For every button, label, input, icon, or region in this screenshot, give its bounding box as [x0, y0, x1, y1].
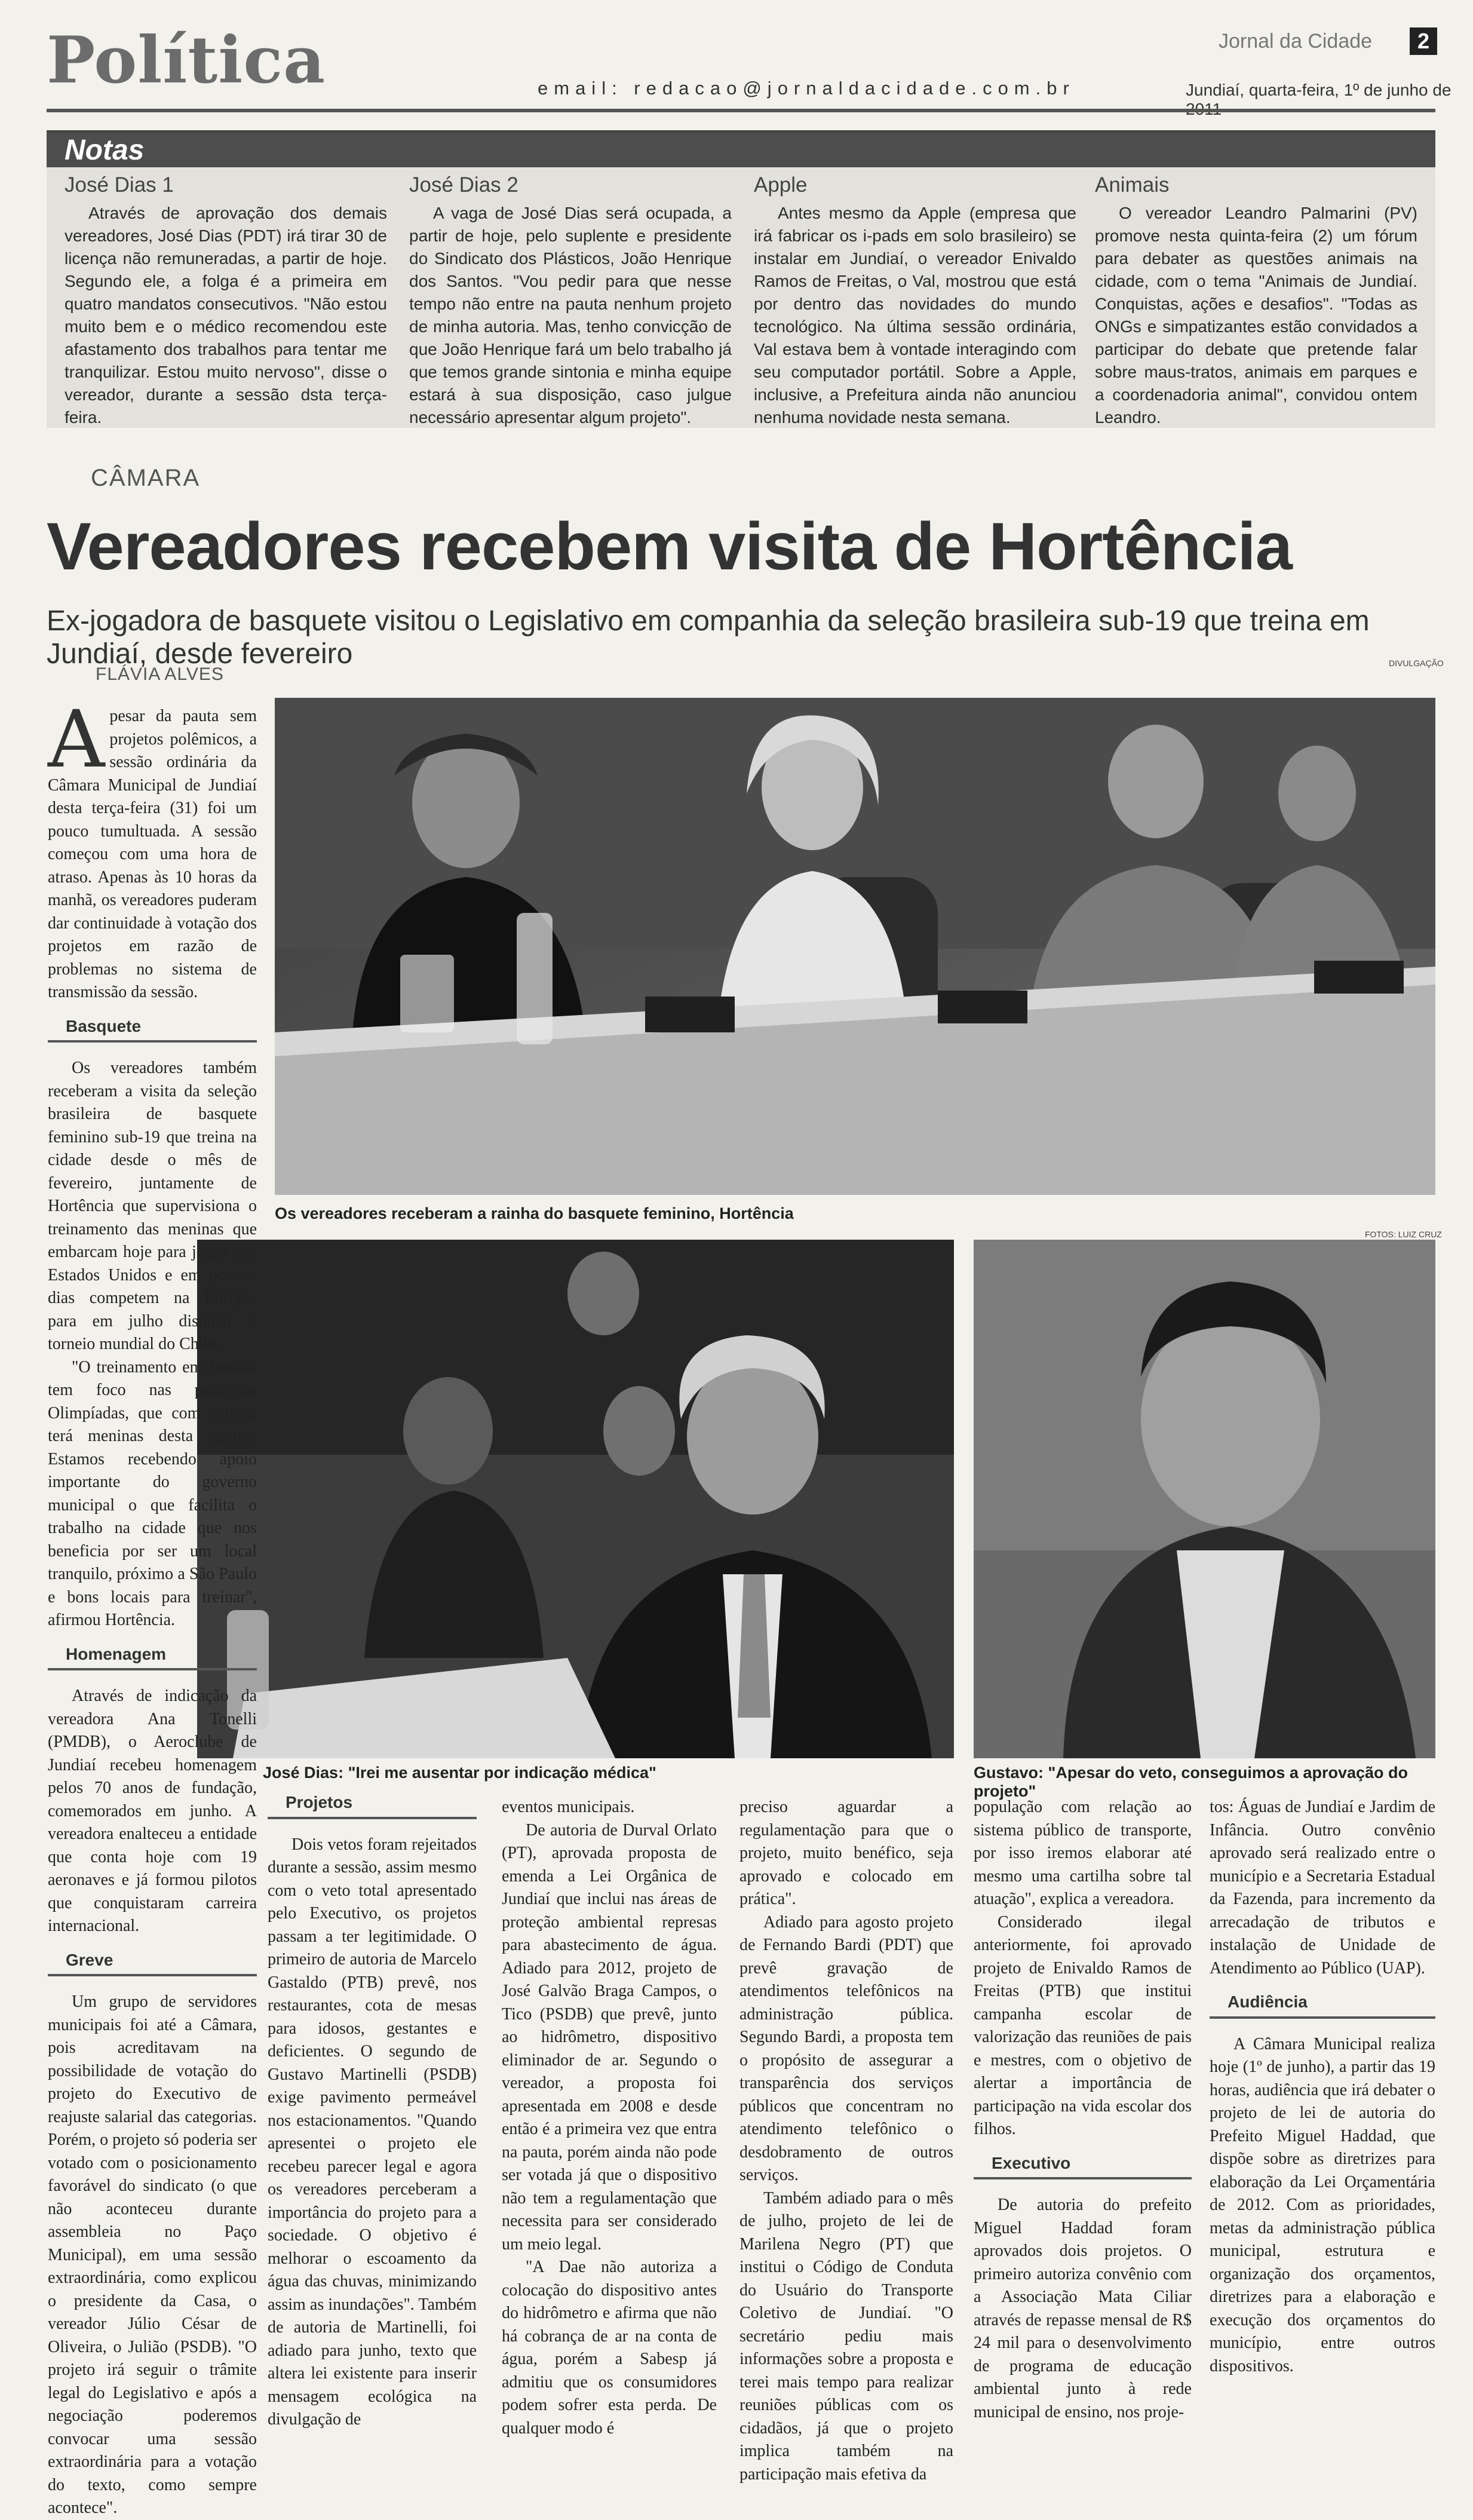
dropcap: A — [48, 694, 105, 786]
paragraph-col3-1: eventos municipais. — [502, 1798, 635, 1816]
paragraph-col4-2: Adiado para agosto projeto de Fernando Bardi (PDT) que prevê gravação de atendimentos telefônicos na administração pública. Segundo Bardi, a proposta tem o propósito de assegurar a transparência dos serviços públicos que concentram no atendimento telefônico o desdobramento de outros serviços. — [739, 1912, 953, 2184]
newspaper-name: Jornal da Cidade — [1219, 30, 1373, 53]
subhead-homenagem: Homenagem — [48, 1643, 257, 1671]
paragraph-col6-1: tos: Águas de Jundiaí e Jardim de Infância. Outro convênio aprovado será realizado entre o município e a Secretaria Estadual da Fazenda, para incremento da arrecadação de tributos e instalação de Unidade de Atendimento ao Público (UAP). — [1210, 1798, 1435, 1978]
paragraph-projetos: Dois vetos foram rejeitados durante a sessão, assim mesmo com o veto total apresentado pelo Executivo, os projetos passam a ter legitimidade. O primeiro de autoria de Marcelo Gastaldo (PTB) prevê, nos restaurantes, cota de mesas para idosos, gestantes e deficientes. O segundo de Gustavo Martinelli (PSDB) exige pavimento permeável nos estacionamentos. "Quando apresentei o projeto ele recebeu parecer legal e agora os vereadores perceberam a importância do projeto para a sociedade. O objetivo é melhorar o escoamento da água das chuvas, minimizando assim as inundações". Também de autoria de Martinelli, foi adiado para junho, texto que altera lei existente para inserir mensagem ecológica na divulgação de — [268, 1835, 477, 2429]
caption-jose-dias: José Dias: "Irei me ausentar por indicação médica" — [263, 1764, 656, 1782]
paragraph-col3-3: "A Dae não autoriza a colocação do dispositivo antes do hidrômetro e afirma que não há cobrança de ar na conta de água, porém a Sabesp já admitiu que os consumidores podem sofrer esta perda. De qualquer modo é — [502, 2258, 717, 2438]
nota-animais — [1095, 173, 1417, 429]
article-subhead: Ex-jogadora de basquete visitou o Legislativo em companhia da seleção brasileira sub-19 que treina em Jundiaí, desde fevereiro — [47, 605, 1370, 670]
nota-text: O vereador Leandro Palmarini (PV) promove nesta quinta-feira (2) um fórum para debater as questões animais na cidade, com o tema "Animais de Jundiaí. Conquistas, ações e desafios". "Todas as ONGs e simpatizantes estão convidados a participar do debate que pretende falar sobre maus-tratos, animais em parques e a coordenadoria animal", convidou ontem Leandro. — [1095, 204, 1417, 427]
subhead-greve: Greve — [48, 1949, 257, 1977]
article-column-2 — [268, 1791, 477, 2432]
nota-title: José Dias 2 — [409, 173, 518, 197]
paragraph-homenagem: Através de indicação da vereadora Ana Tonelli (PMDB), o Aeroclube de Jundiaí recebeu homenagem pelos 70 anos de fundação, comemorados em junho. A vereadora enalteceu a entidade que conta hoje com 19 aeronaves e já formou pilotos que conquistaram carreira internacional. — [48, 1687, 257, 1935]
photo-jose-dias — [197, 1240, 954, 1758]
article-kicker: CÂMARA — [91, 465, 201, 491]
paragraph-col3-2: De autoria de Durval Orlato (PT), aprovada proposta de emenda a Lei Orgânica de Jundiaí que inclui nas áreas de proteção ambiental represas para abastecimento de água. Adiado para 2012, projeto de José Galvão Braga Campos, o Tico (PSDB) que prevê, junto ao hidrômetro, dispositivo eliminador de ar. Segundo o vereador, a proposta foi apresentada em 2008 e desde então é a primeira vez que entra na pauta, porém ainda não pode ser votada já que o dispositivo não tem a regulamentação que necessita para ser considerado um meio legal. — [502, 1820, 717, 2254]
lead-text: pesar da pauta sem projetos polêmicos, a sessão ordinária da Câmara Municipal de Jundiaí desta terça-feira (31) foi um pouco tumultuada. A sessão começou com uma hora de atraso. Apenas às 10 horas da manhã, os vereadores puderam dar continuidade à votação dos projetos em razão de problemas no sistema de transmissão da sessão. — [48, 707, 257, 1001]
article-column-5 — [974, 1796, 1192, 2424]
notas-box — [47, 130, 1435, 428]
subhead-basquete: Basquete — [48, 1015, 257, 1043]
photo-hortencia — [275, 698, 1435, 1195]
dateline: Jundiaí, quarta-feira, 1º de junho de — [1186, 81, 1451, 99]
paragraph-col5-3: De autoria do prefeito Miguel Haddad foram aprovados dois projetos. O primeiro autoriza convênio com a Associação Mata Ciliar através de repasse mensal de R$ 24 mil para o desenvolvimento de programa de educação ambiental junto à rede municipal de ensino, nos proje- — [974, 2196, 1192, 2421]
byline: FLÁVIA ALVES — [96, 664, 224, 684]
caption-main-photo: Os vereadores receberam a rainha do basquete feminino, Hortência — [275, 1204, 794, 1222]
nota-text: Através de aprovação dos demais vereadores, José Dias (PDT) irá tirar 30 de licença não remuneradas, a partir de hoje. Segundo ele, a folga é a primeira em quatro mandatos consecutivos. "Não estou muito bem e o médico recomendou este afastamento dos trabalhos para tentar me tranquilizar. Estou muito nervoso", disse o vereador, durante a sessão dsta terça-feira. — [65, 204, 387, 427]
paragraph-col5-1: população com relação ao sistema público de transporte, por isso iremos elaborar até mesmo uma cartilha sobre tal atuação", explica a vereadora. — [974, 1798, 1192, 1908]
caption-gustavo: Gustavo: "Apesar do veto, conseguimos a aprovação do projeto" — [974, 1764, 1408, 1800]
photo-credit-bottom: FOTOS: LUIZ CRUZ — [1365, 1230, 1442, 1239]
photo-credit-top: DIVULGAÇÃO — [1389, 658, 1444, 668]
nota-apple — [754, 173, 1076, 429]
nota-title: Apple — [754, 173, 808, 197]
subhead-executivo: Executivo — [974, 2152, 1192, 2180]
paragraph-col4-3: Também adiado para o mês de julho, projeto de lei de Marilena Negro (PT) que institui o Código de Conduta do Usuário do Transporte Coletivo de Jundiaí. "O secretário pediu mais informações sobre a proposta e terei mais tempo para realizar reuniões públicas com os cidadãos, já que o projeto implica também na participação mais efetiva da — [739, 2188, 953, 2484]
paragraph-basquete-1: Os vereadores também receberam a visita da seleção brasileira de basquete feminino sub-19 que treina na cidade desde o mês de fevereiro, juntamente de Hortência que supervisiona o treinamento das meninas que embarcam hoje para jogos nos Estados Unidos e em poucos dias competem na Europa, para em julho disputar o torneio mundial do Chile. — [48, 1059, 257, 1353]
page-number: 2 — [1410, 27, 1437, 55]
contact-email: email: redacao@jornaldacidade.com.br — [538, 78, 1075, 99]
subhead-projetos: Projetos — [268, 1791, 477, 1819]
paragraph-greve: Um grupo de servidores municipais foi até a Câmara, pois acreditavam na possibilidade de votação do projeto do Executivo de reajuste salarial das categorias. Porém, o projeto só poderia ser votado com o posicionamento favorável do sindicato (o que não aconteceu durante assembleia no Paço Municipal), em uma sessão extraordinária, como explicou o presidente da Casa, o vereador Júlio César de Oliveira, o Julião (PSDB). "O projeto irá seguir o trâmite legal do Legislativo e após a negociação poderemos convocar uma sessão extraordinária para a votação do texto, como sempre acontece". — [48, 1992, 257, 2517]
nota-title: Animais — [1095, 173, 1170, 197]
paragraph-basquete-2: "O treinamento em Jundiaí tem foco nas próximas Olimpíadas, que com certeza terá meninas desta equipe. Estamos recebendo apoio importante do governo municipal o que facilita o trabalho na cidade que nos beneficia por ser um local tranquilo, próximo a São Paulo e bons locais para treinar", afirmou Hortência. — [48, 1357, 257, 1629]
nota-text: Antes mesmo da Apple (empresa que irá fabricar os i-pads em solo brasileiro) se instalar em Jundiaí, o vereador Enivaldo Ramos de Freitas, o Val, mostrou que está por dentro das novidades do mundo tecnológico. Na última sessão ordinária, Val estava bem à vontade interagindo com seu computador portátil. Sobre a Apple, inclusive, a Prefeitura ainda não anunciou nenhuma novidade nesta semana. — [754, 204, 1076, 427]
header-rule — [47, 109, 1435, 112]
article-column-3 — [502, 1796, 717, 2440]
nota-text: A vaga de José Dias será ocupada, a partir de hoje, pelo suplente e presidente do Sindicato dos Plásticos, João Henrique dos Santos. "Vou pedir para que nesse tempo não entre na pauta nenhum projeto de minha autoria. Mas, tenho convicção de que João Henrique fará um belo trabalho já que temos grande sintonia e minha equipe estará à sua disposição, caso julgue necessário apresentar algum projeto". — [409, 204, 732, 427]
nota-jose-dias-2 — [409, 173, 732, 429]
nota-jose-dias-1 — [65, 173, 387, 429]
notas-label: Notas — [65, 134, 145, 166]
paragraph-col4-1: preciso aguardar a regulamentação para que o projeto, muito benéfico, seja aprovado e colocado em prática". — [739, 1798, 953, 1908]
photo-gustavo — [974, 1240, 1435, 1758]
article-column-1 — [48, 694, 257, 2520]
lead-paragraph — [48, 694, 257, 1004]
article-column-6 — [1210, 1796, 1435, 2378]
nota-title: José Dias 1 — [65, 173, 174, 197]
notas-bar — [47, 133, 1435, 167]
article-column-4 — [739, 1796, 953, 2486]
subhead-audiencia: Audiência — [1210, 1991, 1435, 2019]
paragraph-col6-2: A Câmara Municipal realiza hoje (1º de junho), a partir das 19 horas, audiência que irá debater o projeto de lei de autoria do Prefeito Miguel Haddad, que dispõe sobre as diretrizes para elaboração da Lei Orçamentária de 2012. Com as prioridades, metas da administração pública municipal, estrutura e organização dos orçamentos, diretrizes para a elaboração e execução dos orçamentos do município, entre outros dispositivos. — [1210, 2034, 1435, 2375]
section-title: Política — [47, 23, 326, 98]
paragraph-col5-2: Considerado ilegal anteriormente, foi aprovado projeto de Enivaldo Ramos de Freitas (PTB) que institui campanha escolar de valorização das reuniões de pais e mestres, com o objetivo de alertar a importância de participação na vida escolar dos filhos. — [974, 1912, 1192, 2138]
article-headline: Vereadores recebem visita de Hortência — [47, 509, 1292, 584]
